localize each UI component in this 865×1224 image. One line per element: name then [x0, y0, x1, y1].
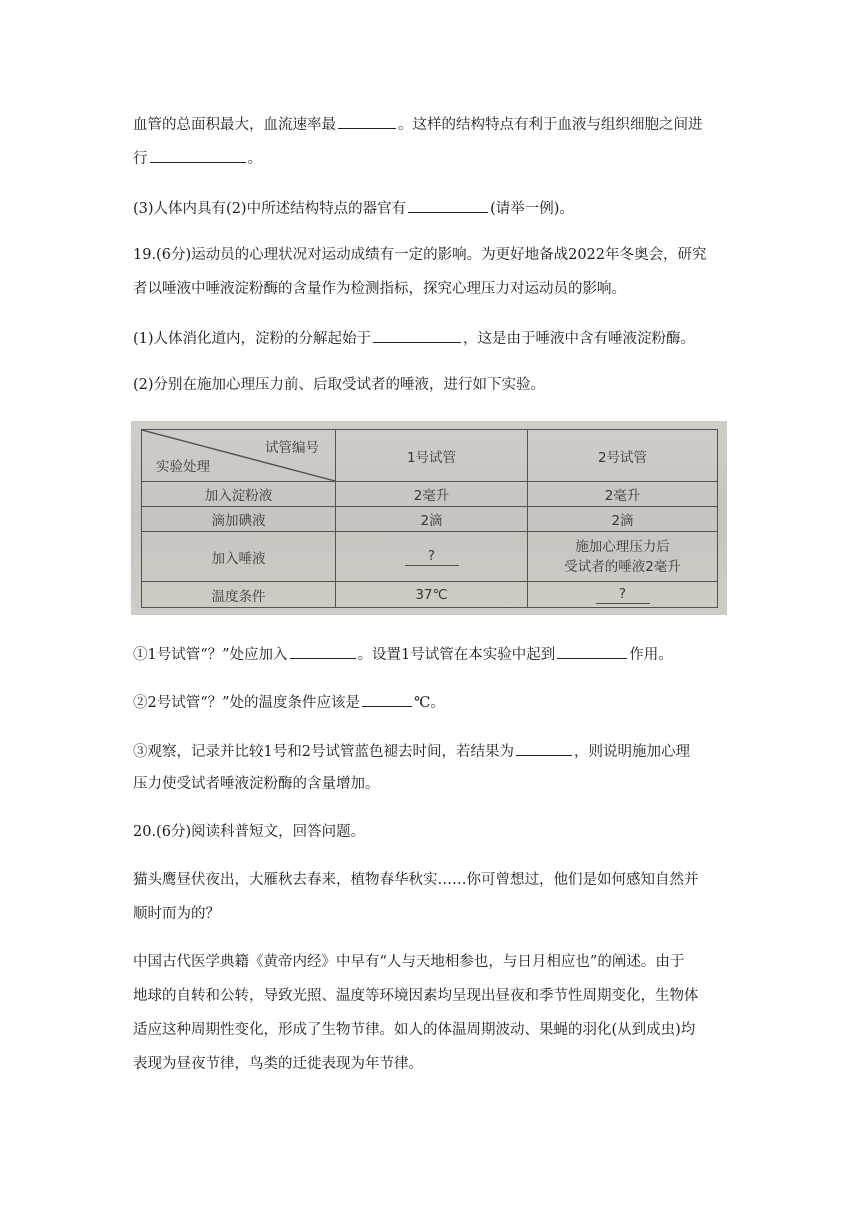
text-line: 行 。: [133, 147, 732, 169]
answer-blank[interactable]: [338, 113, 396, 129]
row-label: 温度条件: [142, 582, 336, 608]
table-cell: 2毫升: [528, 482, 718, 507]
text-line: 适应这种周期性变化，形成了生物节律。如人的体温周期波动、果蝇的羽化(从到成虫)均: [133, 1022, 696, 1038]
row-label: 加入唾液: [142, 532, 336, 582]
text-line: 中国古代医学典籍《黄帝内经》中早有“人与天地相参也，与日月相应也”的阐述。由于: [133, 954, 685, 970]
corner-top-label: 试管编号: [265, 440, 319, 456]
row-label: 加入淀粉液: [142, 482, 336, 507]
table-cell: 2滴: [528, 507, 718, 532]
answer-blank[interactable]: [150, 147, 246, 163]
column-header: 1号试管: [336, 430, 528, 482]
answer-blank[interactable]: [408, 197, 488, 213]
text-line: (1)人体消化道内，淀粉的分解起始于 ，这是由于唾液中含有唾液淀粉酶。: [133, 327, 732, 349]
text-line: 顺时而为的？: [133, 906, 220, 922]
text-line: ③观察，记录并比较1号和2号试管蓝色褪去时间，若结果为 ，则说明施加心理: [133, 740, 732, 762]
table-cell: 2滴: [336, 507, 528, 532]
answer-blank[interactable]: [557, 643, 627, 659]
table-corner-cell: [142, 430, 336, 482]
table-cell: 37℃: [336, 582, 528, 608]
table-row: [142, 532, 718, 582]
unknown-mark: ?: [405, 547, 459, 566]
answer-blank[interactable]: [290, 643, 356, 659]
corner-bottom-label: 实验处理: [156, 459, 210, 475]
question-19: 19.(6分)运动员的心理状况对运动成绩有一定的影响。为更好地备战2022年冬奥会，研究: [133, 247, 707, 263]
table-cell: 施加心理压力后 受试者的唾液2毫升: [528, 532, 718, 582]
experiment-table-photo: [131, 421, 727, 615]
text-line: 地球的自转和公转，导致光照、温度等环境因素均呈现出昼夜和季节性周期变化，生物体: [133, 988, 699, 1004]
table-row: [142, 482, 718, 507]
row-label: 滴加碘液: [142, 507, 336, 532]
text-line: (2)分别在施加心理压力前、后取受试者的唾液，进行如下实验。: [133, 377, 546, 393]
text-line: 猫头鹰昼伏夜出，大雁秋去春来，植物春华秋实……你可曾想过，他们是如何感知自然并: [133, 872, 699, 888]
table-row: [142, 507, 718, 532]
answer-blank[interactable]: [373, 327, 461, 343]
column-header: 2号试管: [528, 430, 718, 482]
unknown-mark: ?: [596, 585, 650, 604]
question-20: 20.(6分)阅读科普短文，回答问题。: [133, 824, 366, 840]
experiment-table: [141, 429, 718, 608]
table-cell: [336, 532, 528, 582]
text-line: (3)人体内具有(2)中所述结构特点的器官有 (请举一例)。: [133, 197, 732, 219]
text-line: ①1号试管“？”处应加入 。设置1号试管在本实验中起到 作用。: [133, 643, 732, 665]
table-cell: [528, 582, 718, 608]
text-line: 压力使受试者唾液淀粉酶的含量增加。: [133, 776, 380, 792]
text-line: 者以唾液中唾液淀粉酶的含量作为检测指标，探究心理压力对运动员的影响。: [133, 281, 626, 297]
answer-blank[interactable]: [516, 740, 572, 756]
table-row: [142, 582, 718, 608]
text-line: ②2号试管“？”处的温度条件应该是 ℃。: [133, 691, 732, 713]
table-cell: 2毫升: [336, 482, 528, 507]
text-line: 血管的总面积最大，血流速率最 。这样的结构特点有利于血液与组织细胞之间进: [133, 113, 732, 135]
text-line: 表现为昼夜节律，鸟类的迁徙表现为年节律。: [133, 1056, 423, 1072]
answer-blank[interactable]: [362, 691, 412, 707]
